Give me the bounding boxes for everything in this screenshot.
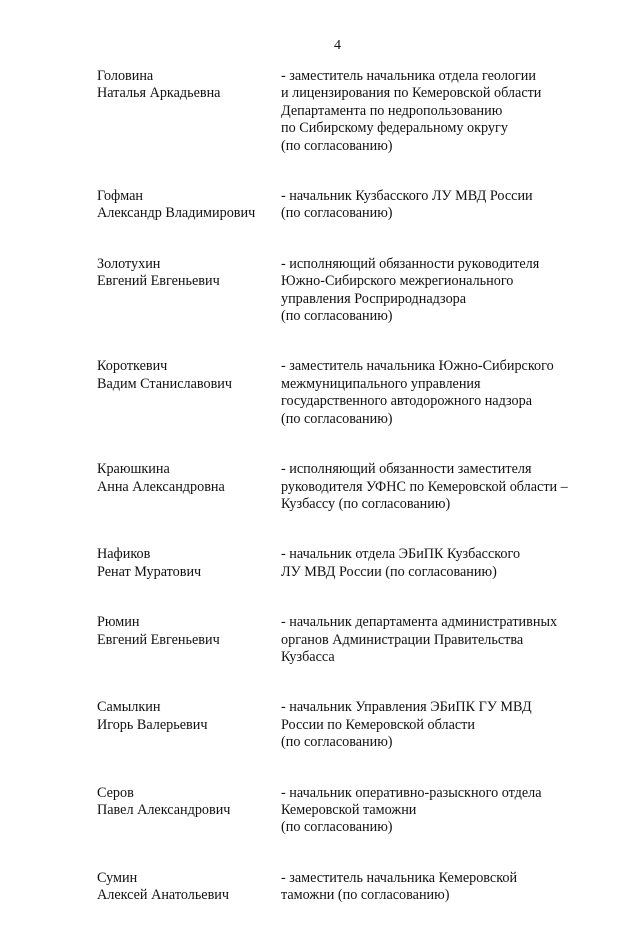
- member-name: [97, 358, 281, 428]
- member-name: [97, 785, 281, 837]
- role-line: (по согласованию): [281, 308, 393, 325]
- member-given-name: Евгений Евгеньевич: [97, 273, 220, 290]
- member-given-name: Александр Владимирович: [97, 205, 256, 222]
- role-line: Кузбасса: [281, 648, 335, 665]
- member-role: [281, 188, 604, 223]
- role-line: руководителя УФНС по Кемеровской области –: [281, 478, 568, 495]
- member-given-name: Анна Александровна: [97, 478, 225, 495]
- role-line: государственного автодорожного надзора: [281, 393, 532, 410]
- role-line: - заместитель начальника отдела геологии: [281, 68, 536, 84]
- member-entry: [97, 546, 605, 581]
- member-entry: [97, 870, 605, 905]
- member-entry: [97, 614, 605, 666]
- member-surname: Серов: [97, 784, 134, 801]
- member-given-name: Наталья Аркадьевна: [97, 85, 221, 102]
- member-entry: [97, 461, 605, 513]
- role-line: по Сибирскому федеральному округу: [281, 120, 508, 137]
- role-line: органов Администрации Правительства: [281, 631, 524, 648]
- member-role: [281, 546, 604, 581]
- role-line: (по согласованию): [281, 205, 393, 222]
- member-name: [97, 614, 281, 666]
- member-entry: [97, 785, 605, 837]
- member-given-name: Ренат Муратович: [97, 563, 202, 580]
- role-line: (по согласованию): [281, 734, 393, 751]
- member-surname: Короткевич: [97, 358, 168, 375]
- member-name: [97, 188, 281, 223]
- member-role: [281, 461, 604, 513]
- role-line: - начальник оперативно-разыскного отдела: [281, 784, 542, 801]
- member-role: [281, 614, 604, 666]
- role-line: Кузбассу (по согласованию): [281, 495, 451, 512]
- member-name: [97, 256, 281, 326]
- member-name: [97, 870, 281, 905]
- role-line: Департамента по недропользованию: [281, 102, 503, 119]
- member-surname: Головина: [97, 68, 154, 84]
- member-role: [281, 870, 604, 905]
- role-line: - заместитель начальника Южно-Сибирского: [281, 358, 554, 375]
- member-given-name: Павел Александрович: [97, 801, 231, 818]
- role-line: таможни (по согласованию): [281, 887, 450, 904]
- member-name: [97, 546, 281, 581]
- member-role: [281, 785, 604, 837]
- member-given-name: Игорь Валерьевич: [97, 716, 208, 733]
- role-line: - исполняющий обязанности заместителя: [281, 461, 532, 478]
- role-line: России по Кемеровской области: [281, 716, 475, 733]
- member-role: [281, 256, 604, 326]
- member-name: [97, 461, 281, 513]
- role-line: - исполняющий обязанности руководителя: [281, 255, 540, 272]
- member-role: [281, 358, 604, 428]
- member-surname: Краюшкина: [97, 461, 170, 478]
- member-entry: [97, 256, 605, 326]
- role-line: Кемеровской таможни: [281, 801, 417, 818]
- role-line: межмуниципального управления: [281, 375, 481, 392]
- member-role: [281, 68, 604, 155]
- member-entry: [97, 699, 605, 751]
- member-surname: Золотухин: [97, 255, 161, 272]
- member-surname: Самылкин: [97, 699, 161, 716]
- member-list: [97, 68, 605, 938]
- role-line: ЛУ МВД России (по согласованию): [281, 563, 497, 580]
- member-entry: [97, 358, 605, 428]
- member-given-name: Алексей Анатольевич: [97, 887, 230, 904]
- member-name: [97, 699, 281, 751]
- member-entry: [97, 68, 605, 155]
- role-line: управления Росприроднадзора: [281, 290, 467, 307]
- member-surname: Гофман: [97, 188, 144, 205]
- member-name: [97, 68, 281, 155]
- role-line: (по согласованию): [281, 819, 393, 836]
- member-given-name: Евгений Евгеньевич: [97, 631, 220, 648]
- role-line: (по согласованию): [281, 410, 393, 427]
- member-role: [281, 699, 604, 751]
- role-line: (по согласованию): [281, 137, 393, 154]
- role-line: и лицензирования по Кемеровской области: [281, 85, 542, 102]
- member-surname: Сумин: [97, 869, 138, 886]
- role-line: - начальник Управления ЭБиПК ГУ МВД: [281, 699, 532, 716]
- member-entry: [97, 188, 605, 223]
- member-surname: Нафиков: [97, 546, 151, 563]
- role-line: - заместитель начальника Кемеровской: [281, 869, 518, 886]
- member-surname: Рюмин: [97, 614, 140, 631]
- role-line: Южно-Сибирского межрегионального: [281, 273, 514, 290]
- page-number: 4: [334, 38, 341, 53]
- role-line: - начальник Кузбасского ЛУ МВД России: [281, 188, 533, 205]
- role-line: - начальник отдела ЭБиПК Кузбасского: [281, 546, 521, 563]
- member-given-name: Вадим Станиславович: [97, 375, 233, 392]
- role-line: - начальник департамента административных: [281, 614, 558, 631]
